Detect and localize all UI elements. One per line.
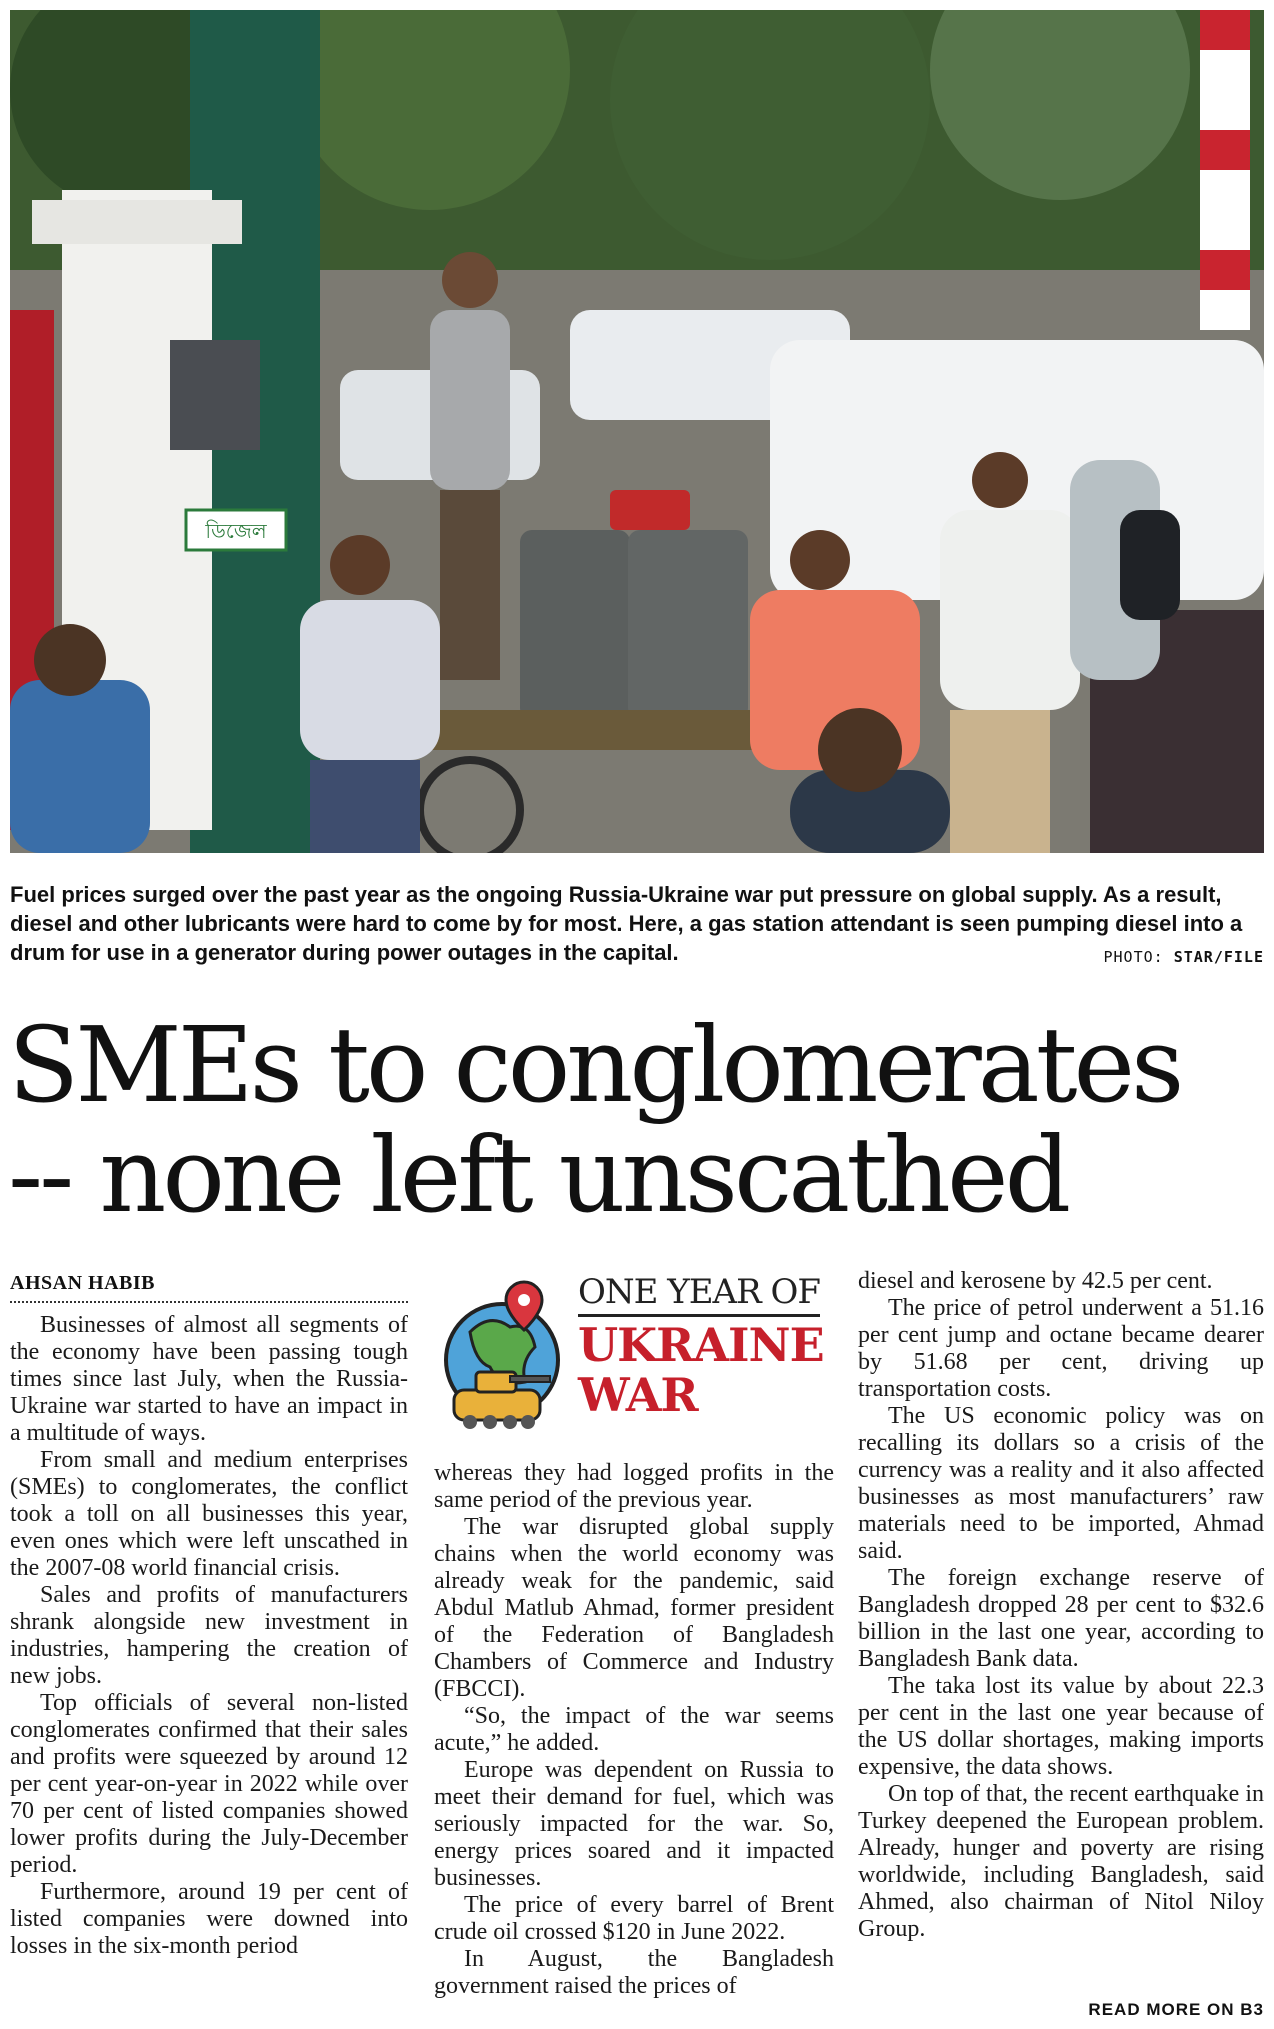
paragraph: The price of petrol underwent a 51.16 per cent jump and octane became dearer by 51.68 per cent, driving up transportation costs. xyxy=(858,1295,1264,1402)
series-title-main-2: WAR xyxy=(578,1368,698,1422)
photo-credit-prefix: PHOTO: xyxy=(1103,948,1174,966)
series-logo xyxy=(440,1272,840,1452)
paragraph: diesel and kerosene by 42.5 per cent. xyxy=(858,1268,1213,1294)
paragraph: “So, the impact of the war seems acute,” he added. xyxy=(434,1703,834,1756)
article-column-3 xyxy=(858,1268,1264,1943)
paragraph: Businesses of almost all segments of the economy have been passing tough times since last July, when the Russia-Ukraine war started to have an impact in a multitude of ways. xyxy=(10,1312,408,1446)
paragraph: From small and medium enterprises (SMEs) to conglomerates, the conflict took a toll on all businesses this year, even ones which were left unscathed in the 2007-08 world financial crisis. xyxy=(10,1447,408,1581)
globe-tank-icon xyxy=(440,1272,570,1442)
pump-sign-text: ডিজেল xyxy=(205,519,267,543)
paragraph: On top of that, the recent earthquake in Turkey deepened the European problem. Already, hunger and poverty are rising worldwide, including Bangladesh, said Ahmed, also chairman of Nitol Niloy Group. xyxy=(858,1781,1264,1942)
photo-illustration xyxy=(10,10,1264,853)
paragraph: The taka lost its value by about 22.3 per cent in the last one year because of the US dollar shortages, making imports expensive, the data shows. xyxy=(858,1673,1264,1780)
paragraph: The war disrupted global supply chains when the world economy was already weak for the pandemic, said Abdul Matlub Ahmad, former president of the Federation of Bangladesh Chambers of Commerce and Industry (FBCCI). xyxy=(434,1514,834,1702)
paragraph: The US economic policy was on recalling its dollars so a crisis of the currency was a reality and it also affected businesses as most manufacturers’ raw materials need to be imported, Ahmad said. xyxy=(858,1403,1264,1564)
series-title-main xyxy=(578,1320,840,1420)
paragraph: Furthermore, around 19 per cent of listed companies were downed into losses in the six-month period xyxy=(10,1879,408,1959)
article-column-2 xyxy=(434,1460,834,2000)
byline: AHSAN HABIB xyxy=(10,1272,408,1303)
news-photo xyxy=(10,10,1264,853)
photo-caption: Fuel prices surged over the past year as the ongoing Russia-Ukraine war put pressure on global supply. As a result, diesel and other lubricants were hard to come by for most. Here, a gas station attendant is seen pumping diesel into a drum for use in a generator during power outages in the capital. xyxy=(10,882,1243,965)
paragraph: Europe was dependent on Russia to meet their demand for fuel, which was seriously impacted for the war. So, energy prices soared and it impacted businesses. xyxy=(434,1757,834,1891)
headline-line-2: -- none left unscathed xyxy=(8,1114,1068,1236)
paragraph: In August, the Bangladesh government raised the prices of xyxy=(434,1946,834,1999)
article-column-1 xyxy=(10,1312,408,1960)
series-title-top: ONE YEAR OF xyxy=(578,1272,820,1317)
paragraph: The price of every barrel of Brent crude oil crossed $120 in June 2022. xyxy=(434,1892,834,1945)
photo-credit-source: STAR/FILE xyxy=(1173,948,1264,966)
paragraph: whereas they had logged profits in the same period of the previous year. xyxy=(434,1460,834,1513)
headline xyxy=(8,1004,1268,1236)
paragraph: Sales and profits of manufacturers shrank alongside new investment in industries, hampering the creation of new jobs. xyxy=(10,1582,408,1689)
headline-line-1: SMEs to conglomerates xyxy=(8,1004,1181,1126)
paragraph: Top officials of several non-listed conglomerates confirmed that their sales and profits were squeezed by around 12 per cent year-on-year in 2022 while over 70 per cent of listed companies showed lower profits during the July-December period. xyxy=(10,1690,408,1878)
series-title-main-1: UKRAINE xyxy=(578,1318,824,1372)
paragraph: The foreign exchange reserve of Bangladesh dropped 28 per cent to $32.6 billion in the last one year, according to Bangladesh Bank data. xyxy=(858,1565,1264,1672)
read-more-link[interactable]: READ MORE ON B3 xyxy=(1088,2000,1264,2019)
photo-credit xyxy=(1104,948,1265,966)
